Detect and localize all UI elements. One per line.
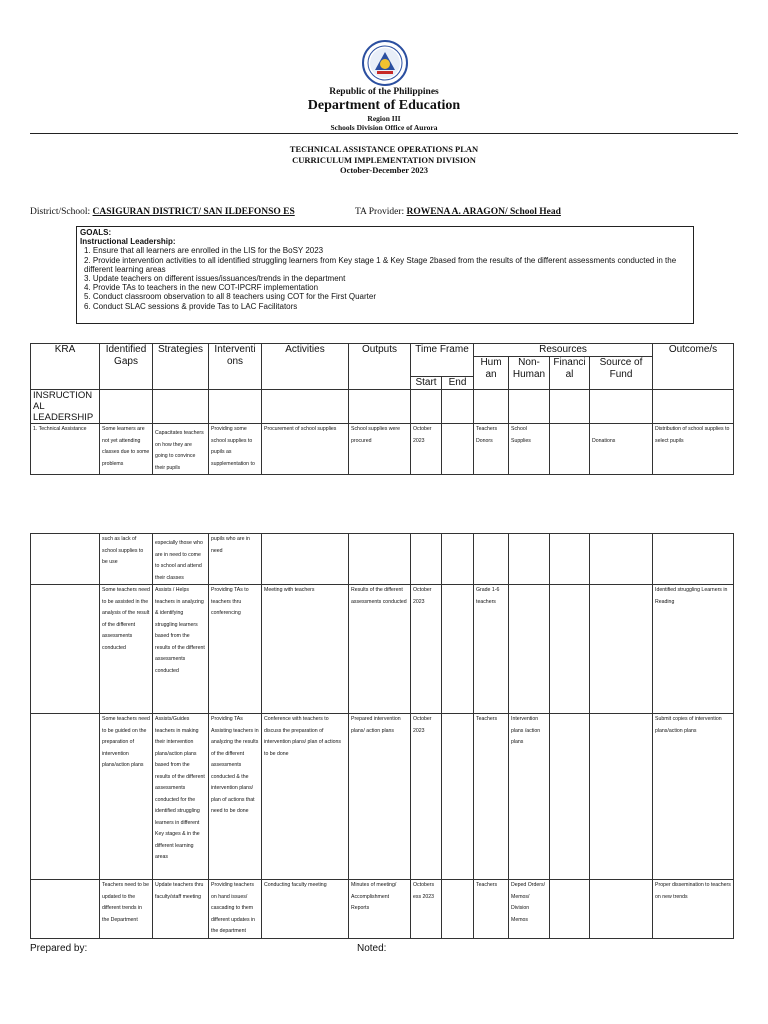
row4-human: Teachers bbox=[474, 880, 509, 939]
header-strategies: Strategies bbox=[153, 344, 209, 390]
header-timeframe: Time Frame bbox=[411, 344, 474, 377]
section-label: INSRUCTION AL LEADERSHIP bbox=[31, 390, 100, 424]
goal-item: 2. Provide intervention activities to all identified struggling learners from Key stage 1 & Key Stage 2based from the results of the different assessments conducted in the different learning areas bbox=[84, 255, 677, 274]
row1-nonhuman: School Supplies bbox=[509, 424, 550, 475]
goal-item: 4. Provide TAs to teachers in the new COT-IPCRF implementation bbox=[84, 283, 319, 293]
division-line: Schools Division Office of Aurora bbox=[330, 123, 438, 132]
row4-outputs: Minutes of meeting/ Accomplishment Reports bbox=[349, 880, 411, 939]
row4-start: Octobers ess 2023 bbox=[411, 880, 442, 939]
header-end: End bbox=[442, 377, 474, 390]
header-interventions: Interventi ons bbox=[209, 344, 262, 390]
row3-strategies: Assists/Guides teachers in making their intervention plans/action plans based from the results of the different assessments conducted for the identified struggling learners in different Key stages & in the different learning areas bbox=[153, 714, 209, 880]
region-line: Region III bbox=[367, 114, 401, 123]
operations-table-continued bbox=[30, 533, 734, 939]
ta-provider bbox=[355, 207, 561, 217]
goal-item: 3. Update teachers on different issues/issuances/trends in the department bbox=[84, 274, 346, 284]
cont-row1-strategies: especially those who are in need to come to school and attend their classes bbox=[153, 534, 209, 585]
prepared-by-label: Prepared by: bbox=[30, 943, 88, 954]
row2-outcome: Identified struggling Learners in Reading bbox=[653, 585, 734, 714]
header-start: Start bbox=[411, 377, 442, 390]
district-label: District/School: bbox=[30, 207, 91, 217]
row3-outputs: Prepared intervention plans/ action plans bbox=[349, 714, 411, 880]
goal-item: 1. Ensure that all learners are enrolled in the LIS for the BoSY 2023 bbox=[84, 246, 324, 256]
row1-activities: Procurement of school supplies bbox=[262, 424, 349, 475]
header-resources: Resources bbox=[474, 344, 653, 357]
row1-source: Donations bbox=[590, 424, 653, 475]
row1-outputs: School supplies were procured bbox=[349, 424, 411, 475]
header-nonhuman: Non-Human bbox=[509, 357, 550, 390]
cont-row1-gaps: such as lack of school supplies to be use bbox=[100, 534, 153, 585]
row2-human: Grade 1-6 teachers bbox=[474, 585, 509, 714]
noted-label: Noted: bbox=[357, 943, 387, 954]
row1-outcome: Distribution of school supplies to select pupils bbox=[653, 424, 734, 475]
department-title: Department of Education bbox=[307, 98, 461, 113]
district-value: CASIGURAN DISTRICT/ SAN ILDEFONSO ES bbox=[92, 207, 295, 217]
row4-strategies: Update teachers thru faculty/staff meeting bbox=[153, 880, 209, 939]
goal-item: 5. Conduct classroom observation to all 8 teachers using COT for the First Quarter bbox=[84, 292, 376, 302]
header-source: Source of Fund bbox=[590, 357, 653, 390]
row3-interventions: Providing TAs Assisting teachers in analyzing the results of the different assessments conducted & the intervention plans/ plan of actions that need to be done bbox=[209, 714, 262, 880]
row2-strategies: Assists / Helps teachers in analyzing & identifying struggling learners based from the results of the different assessments conducted bbox=[153, 585, 209, 714]
row4-activities: Conducting faculty meeting bbox=[262, 880, 349, 939]
row1-end bbox=[442, 424, 474, 475]
row1-gaps: Some learners are not yet attending classes due to some problems bbox=[100, 424, 153, 475]
district-school bbox=[30, 207, 295, 217]
header-gaps: Identified Gaps bbox=[100, 344, 153, 390]
header-financial: Financi al bbox=[550, 357, 590, 390]
row4-interventions: Providing teachers on hand issues/ cascading to them different updates in the department bbox=[209, 880, 262, 939]
header-divider bbox=[30, 133, 738, 134]
row1-interventions: Providing some school supplies to pupils as supplementation to bbox=[209, 424, 262, 475]
header-outputs: Outputs bbox=[349, 344, 411, 390]
row4-nonhuman: Deped Orders/ Memos/ Division Memos bbox=[509, 880, 550, 939]
goals-box bbox=[76, 226, 694, 324]
row1-start: October 2023 bbox=[411, 424, 442, 475]
republic-line: Republic of the Philippines bbox=[329, 87, 439, 97]
provider-label: TA Provider: bbox=[355, 207, 405, 217]
plan-title: TECHNICAL ASSISTANCE OPERATIONS PLAN bbox=[289, 144, 479, 154]
row4-gaps: Teachers need to be updated to the different trends in the Department bbox=[100, 880, 153, 939]
goals-heading: GOALS: bbox=[80, 228, 112, 237]
row1-strategies: Capacitates teachers on how they are going to convince their pupils bbox=[153, 424, 209, 475]
header-kra: KRA bbox=[31, 344, 100, 390]
plan-division: CURRICULUM IMPLEMENTATION DIVISION bbox=[292, 155, 476, 165]
provider-value: ROWENA A. ARAGON/ School Head bbox=[406, 207, 561, 217]
row2-activities: Meeting with teachers bbox=[262, 585, 349, 714]
goals-subheading: Instructional Leadership: bbox=[80, 237, 176, 247]
row3-gaps: Some teachers need to be guided on the preparation of intervention plans/action plans bbox=[100, 714, 153, 880]
row2-interventions: Providing TAs to teachers thru conferencing bbox=[209, 585, 262, 714]
row4-outcome: Proper dissemination to teachers on new trends bbox=[653, 880, 734, 939]
row1-financial bbox=[550, 424, 590, 475]
row1-human: Teachers Donors bbox=[474, 424, 509, 475]
cont-row1-interventions: pupils who are in need bbox=[209, 534, 262, 585]
row3-nonhuman: Intervention plans /action plans bbox=[509, 714, 550, 880]
deped-seal-logo bbox=[362, 40, 408, 86]
row2-outputs: Results of the different assessments conducted bbox=[349, 585, 411, 714]
operations-table-top bbox=[30, 343, 734, 475]
header-activities: Activities bbox=[262, 344, 349, 390]
row2-start: October 2023 bbox=[411, 585, 442, 714]
row2-gaps: Some teachers need to be assisted in the analysis of the result of the different assessments conducted bbox=[100, 585, 153, 714]
row3-human: Teachers bbox=[474, 714, 509, 880]
header-human: Hum an bbox=[474, 357, 509, 390]
row1-kra: 1. Technical Assistance bbox=[31, 424, 100, 475]
goal-item: 6. Conduct SLAC sessions & provide Tas to LAC Facilitators bbox=[84, 301, 298, 311]
row3-outcome: Submit copies of intervention plans/action plans bbox=[653, 714, 734, 880]
plan-period: October-December 2023 bbox=[339, 165, 429, 175]
row3-activities: Conference with teachers to discuss the preparation of intervention plans/ plan of actions to be done bbox=[262, 714, 349, 880]
header-outcome: Outcome/s bbox=[653, 344, 734, 390]
row3-start: October 2023 bbox=[411, 714, 442, 880]
